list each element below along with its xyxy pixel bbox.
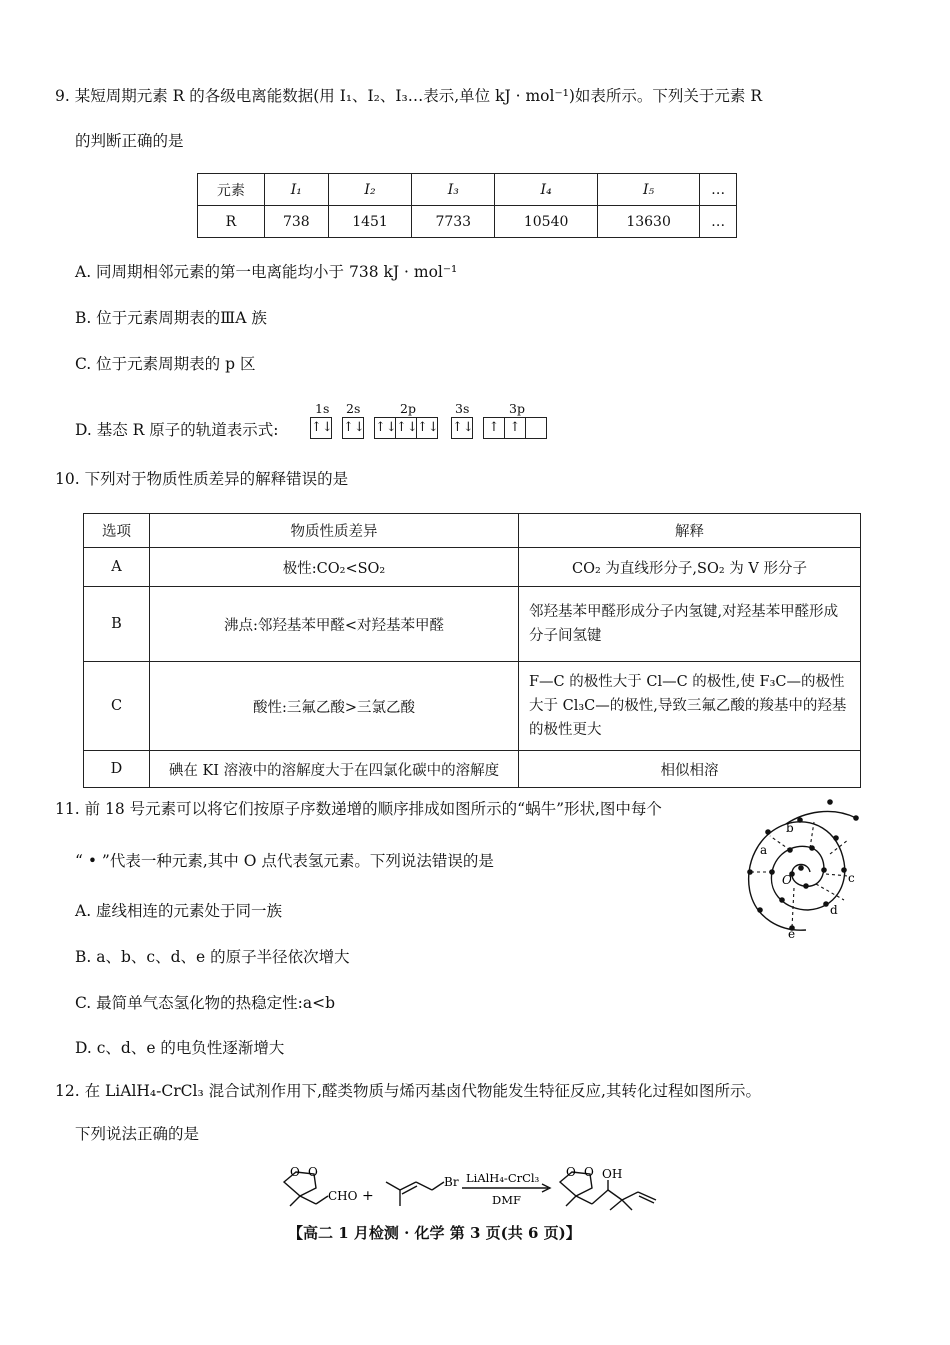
q10-header-cell: 解释 — [519, 514, 861, 548]
q10-option-cell: C — [84, 662, 150, 751]
q9-option-a: A. 同周期相邻元素的第一电离能均小于 738 kJ · mol⁻¹ — [75, 263, 458, 281]
q10-diff-cell: 碘在 KI 溶液中的溶解度大于在四氯化碳中的溶解度 — [150, 751, 519, 788]
q10-diff-cell: 极性:CO₂<SO₂ — [150, 548, 519, 587]
q12-stem-line1: 12. 在 LiAlH₄-CrCl₃ 混合试剂作用下,醛类物质与烯丙基卤代物能发生特征反应,其转化过程如图所示。 — [55, 1082, 761, 1100]
q10-row-d — [84, 751, 861, 788]
q10-expl-cell: 相似相溶 — [519, 751, 861, 788]
label-e: e — [788, 927, 796, 938]
orbital-box-2p — [374, 417, 438, 439]
q10-header-cell: 物质性质差异 — [150, 514, 519, 548]
element-dot — [797, 817, 803, 823]
element-dot — [803, 883, 809, 889]
q10-expl-cell: 邻羟基苯甲醛形成分子内氢键,对羟基苯甲醛形成分子间氢键 — [519, 587, 861, 662]
dashed-link — [770, 836, 790, 850]
product-vinyl — [622, 1192, 638, 1200]
q10-header-cell: 选项 — [84, 514, 150, 548]
label-o: O — [782, 873, 792, 887]
q10-expl-cell: F—C 的极性大于 Cl—C 的极性,使 F₃C—的极性大于 Cl₃C—的极性,导致三氟乙酸的羧基中的羟基的极性更大 — [519, 662, 861, 751]
q9-data-cell: 1451 — [328, 206, 411, 238]
element-dot — [841, 867, 847, 873]
q9-stem-line1: 9. 某短周期元素 R 的各级电离能数据(用 I₁、I₂、I₃…表示,单位 kJ · mol⁻¹)如表所示。下列关于元素 R — [55, 87, 762, 105]
q9-option-b: B. 位于元素周期表的ⅢA 族 — [75, 309, 267, 327]
orbital-cell: ↑↓ — [311, 420, 333, 435]
ring-oxygen: O — [308, 1165, 318, 1179]
element-dot — [833, 835, 839, 841]
element-dot — [827, 799, 833, 805]
orbital-label-3p: 3p — [509, 401, 525, 416]
ring-oxygen: O — [584, 1165, 594, 1179]
q9-header-cell: 元素 — [198, 174, 265, 206]
orbital-box-1s — [310, 417, 332, 439]
q10-table — [83, 513, 861, 788]
product-methyl — [566, 1196, 576, 1206]
prenyl-bond — [432, 1182, 444, 1190]
q11-stem-line1: 11. 前 18 号元素可以将它们按原子序数递增的顺序排成如图所示的“蜗牛”形状,图中每个 — [55, 800, 662, 818]
q9-table-header-row — [198, 174, 737, 206]
br-label: Br — [444, 1175, 459, 1189]
orbital-label-3s: 3s — [455, 401, 470, 416]
q9-data-cell: R — [198, 206, 265, 238]
label-b: b — [786, 821, 794, 835]
product-chain — [608, 1190, 622, 1200]
orbital-cell: ↑↓ — [417, 420, 439, 435]
prenyl-bond — [416, 1182, 432, 1190]
q9-data-cell: 10540 — [495, 206, 597, 238]
chain-bond — [316, 1196, 328, 1204]
reagent-bottom: DMF — [492, 1193, 521, 1207]
q10-expl-cell: CO₂ 为直线形分子,SO₂ 为 V 形分子 — [519, 548, 861, 587]
q12-stem-line2: 下列说法正确的是 — [75, 1125, 200, 1143]
q10-option-cell: B — [84, 587, 150, 662]
label-c: c — [848, 871, 855, 885]
q10-diff-cell: 酸性:三氟乙酸>三氯乙酸 — [150, 662, 519, 751]
element-dot — [769, 869, 775, 875]
q9-header-cell: … — [700, 174, 737, 206]
prenyl-bond — [386, 1182, 400, 1190]
product-vinyl-double — [638, 1192, 656, 1200]
q9-table-data-row — [198, 206, 737, 238]
label-d: d — [830, 903, 838, 917]
orbital-cell — [526, 418, 546, 438]
orbital-cell: ↑↓ — [343, 420, 365, 435]
reagent-top: LiAlH₄-CrCl₃ — [466, 1171, 540, 1185]
q9-option-d: D. 基态 R 原子的轨道表示式: — [75, 421, 279, 439]
reaction-scheme — [270, 1160, 680, 1212]
product-methyl — [610, 1200, 622, 1210]
product-methyl — [622, 1200, 632, 1210]
element-dot — [747, 869, 753, 875]
q9-header-cell: I₂ — [328, 174, 411, 206]
element-dot — [765, 829, 771, 835]
orbital-box-2s — [342, 417, 364, 439]
q9-stem-line2: 的判断正确的是 — [75, 132, 184, 150]
q9-header-cell: I₃ — [412, 174, 495, 206]
oh-label: OH — [602, 1167, 623, 1181]
q9-header-cell: I₁ — [264, 174, 328, 206]
element-dot — [798, 865, 804, 871]
q9-data-cell: 13630 — [597, 206, 699, 238]
orbital-label-1s: 1s — [315, 401, 330, 416]
q9-data-cell: 7733 — [412, 206, 495, 238]
q10-option-cell: D — [84, 751, 150, 788]
methyl-bond — [290, 1196, 300, 1206]
element-dot — [809, 845, 815, 851]
cho-label: CHO — [328, 1189, 358, 1203]
plus-sign: + — [362, 1188, 374, 1204]
orbital-label-2s: 2s — [346, 401, 361, 416]
q10-row-c — [84, 662, 861, 751]
orbital-box-3p — [483, 417, 547, 439]
element-dot — [821, 867, 827, 873]
q11-stem-line2: “ • ”代表一种元素,其中 O 点代表氢元素。下列说法错误的是 — [75, 852, 494, 870]
q9-data-cell: 738 — [264, 206, 328, 238]
q10-header-row — [84, 514, 861, 548]
product-vinyl-double — [639, 1196, 654, 1203]
ring-oxygen: O — [290, 1165, 300, 1179]
product-chain — [576, 1196, 592, 1204]
orbital-cell: ↑↓ — [375, 418, 396, 438]
orbital-box-3s — [451, 417, 473, 439]
q11-option-c: C. 最简单气态氢化物的热稳定性:a<b — [75, 994, 336, 1012]
orbital-label-2p: 2p — [400, 401, 416, 416]
orbital-cell: ↑ — [484, 418, 505, 438]
q9-ionization-table — [197, 173, 737, 238]
q10-stem: 10. 下列对于物质性质差异的解释错误的是 — [55, 470, 349, 488]
element-dot — [853, 815, 859, 821]
q9-data-cell: … — [700, 206, 737, 238]
snail-diagram — [730, 788, 870, 938]
chain-bond — [300, 1196, 316, 1204]
ring-oxygen: O — [566, 1165, 576, 1179]
label-a: a — [760, 843, 768, 857]
q10-row-a — [84, 548, 861, 587]
q10-diff-cell: 沸点:邻羟基苯甲醛<对羟基苯甲醛 — [150, 587, 519, 662]
q10-row-b — [84, 587, 861, 662]
orbital-cell: ↑ — [505, 418, 526, 438]
q9-header-cell: I₅ — [597, 174, 699, 206]
element-dot — [823, 901, 829, 907]
q9-header-cell: I₄ — [495, 174, 597, 206]
orbital-cell: ↑↓ — [452, 420, 474, 435]
element-dot — [787, 847, 793, 853]
q11-option-a: A. 虚线相连的元素处于同一族 — [75, 902, 283, 920]
product-chain — [592, 1190, 608, 1204]
dashed-link — [816, 884, 844, 900]
q11-option-b: B. a、b、c、d、e 的原子半径依次增大 — [75, 948, 350, 966]
q9-option-c: C. 位于元素周期表的 p 区 — [75, 355, 256, 373]
q10-option-cell: A — [84, 548, 150, 587]
prenyl-double-bond — [400, 1182, 416, 1190]
dashed-link — [810, 822, 814, 848]
orbital-cell: ↑↓ — [396, 418, 417, 438]
element-dot — [779, 897, 785, 903]
q11-option-d: D. c、d、e 的电负性逐渐增大 — [75, 1039, 285, 1057]
page-footer: 【高二 1 月检测 · 化学 第 3 页(共 6 页)】 — [288, 1224, 581, 1242]
element-dot — [757, 907, 763, 913]
